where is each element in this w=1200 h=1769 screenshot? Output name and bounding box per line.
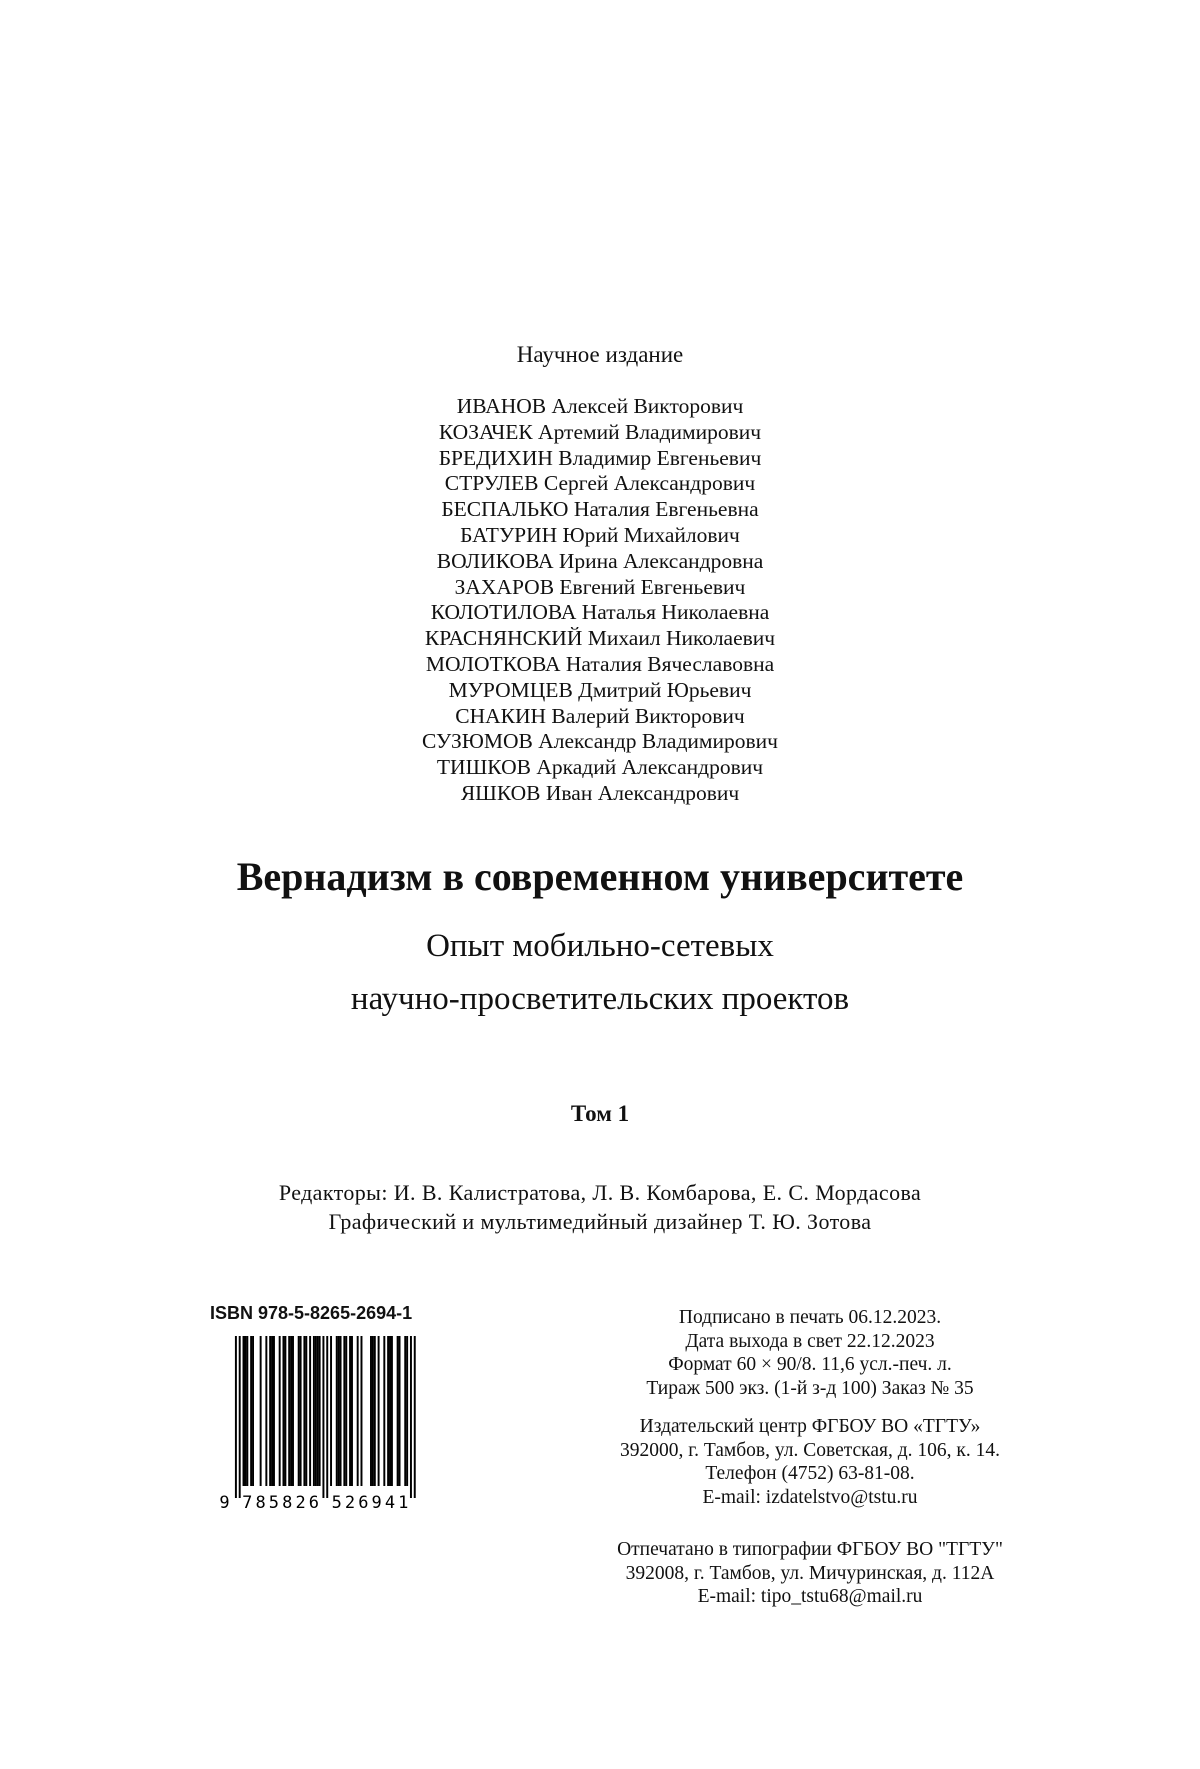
print-info-line: Формат 60 × 90/8. 11,6 усл.-печ. л.: [668, 1354, 952, 1375]
author-line: ЯШКОВ Иван Александрович: [460, 780, 740, 805]
author-line: БРЕДИХИН Владимир Евгеньевич: [438, 445, 762, 470]
barcode-bar: [345, 1336, 347, 1486]
barcode-bar: [330, 1336, 332, 1486]
print-info: [560, 1306, 1060, 1400]
barcode-bar: [410, 1336, 412, 1498]
typography-email: E-mail: tipo_tstu68@mail.ru: [697, 1586, 923, 1607]
barcode-digit: 2: [295, 1493, 306, 1511]
barcode-bar: [399, 1336, 401, 1486]
barcode-bar: [326, 1336, 328, 1498]
editors-line: Редакторы: И. В. Калистратова, Л. В. Комбарова, Е. С. Мордасова: [278, 1180, 922, 1205]
author-line: СУЗЮМОВ Александр Владимирович: [422, 729, 778, 754]
typography-line: Отпечатано в типографии ФГБОУ ВО "ТГТУ": [617, 1539, 1003, 1560]
publisher-info: [560, 1415, 1060, 1509]
barcode-bar: [372, 1336, 374, 1486]
barcode-digit: 8: [255, 1493, 266, 1511]
barcode-bar: [374, 1336, 376, 1486]
print-info-line: Подписано в печать 06.12.2023.: [678, 1307, 942, 1328]
author-line: МОЛОТКОВА Наталия Вячеславовна: [425, 651, 775, 676]
barcode-bar: [284, 1336, 286, 1486]
barcode-bar: [298, 1336, 300, 1486]
barcode-bar: [322, 1336, 324, 1498]
volume-label: Том 1: [570, 1101, 630, 1126]
barcode-bar: [387, 1336, 389, 1486]
barcode-bars: [235, 1336, 416, 1498]
author-line: СТРУЛЕВ Сергей Александрович: [444, 471, 756, 496]
barcode-digit: 5: [268, 1493, 280, 1511]
author-line: ВОЛИКОВА Ирина Александровна: [436, 548, 764, 573]
barcode-bar: [343, 1336, 345, 1486]
barcode-bar: [292, 1336, 294, 1486]
barcode-digit: 9: [219, 1493, 230, 1511]
barcode-digit: 1: [398, 1493, 409, 1511]
barcode-bar: [361, 1336, 363, 1486]
typography-line: 392008, г. Тамбов, ул. Мичуринская, д. 112А: [625, 1562, 995, 1584]
barcode-digits: [219, 1493, 408, 1511]
subtitle-line: Опыт мобильно-сетевых: [426, 928, 774, 964]
barcode-bar: [397, 1336, 399, 1486]
edition-type: Научное издание: [516, 342, 684, 367]
author-line: ИВАНОВ Алексей Викторович: [456, 394, 744, 418]
author-line: КРАСНЯНСКИЙ Михаил Николаевич: [424, 626, 776, 651]
barcode-bar: [235, 1336, 237, 1498]
book-subtitle: [0, 920, 1200, 1026]
author-line: МУРОМЦЕВ Дмитрий Юрьевич: [448, 677, 752, 702]
barcode-bar: [351, 1336, 353, 1486]
barcode-bar: [378, 1336, 380, 1486]
author-line: БЕСПАЛЬКО Наталия Евгеньевна: [441, 497, 759, 522]
barcode-digit: 4: [384, 1493, 396, 1511]
print-info-line: Тираж 500 экз. (1-й з-д 100) Заказ № 35: [646, 1377, 974, 1399]
subtitle-line: научно-просветительских проектов: [350, 981, 850, 1017]
isbn-label: ISBN 978-5-8265-2694-1: [210, 1303, 413, 1323]
barcode-bar: [336, 1336, 338, 1486]
barcode-bar: [391, 1336, 393, 1486]
barcode-digit: 8: [282, 1493, 293, 1511]
barcode-bar: [290, 1336, 292, 1486]
barcode-bar: [414, 1336, 416, 1498]
barcode-bar: [313, 1336, 315, 1486]
barcode-bar: [250, 1336, 252, 1486]
barcode-bar: [288, 1336, 290, 1486]
barcode-bar: [273, 1336, 275, 1486]
print-info-line: Дата выхода в свет 22.12.2023: [685, 1330, 935, 1352]
barcode-bar: [317, 1336, 319, 1486]
isbn-barcode: [214, 1336, 429, 1511]
publisher-line: Издательский центр ФГБОУ ВО «ТГТУ»: [639, 1416, 981, 1437]
barcode-bar: [303, 1336, 305, 1486]
barcode-bar: [265, 1336, 267, 1486]
author-line: ТИШКОВ Аркадий Александрович: [436, 755, 764, 780]
barcode-bar: [357, 1336, 359, 1486]
barcode-bar: [340, 1336, 342, 1486]
publisher-line: 392000, г. Тамбов, ул. Советская, д. 106, к. 14.: [620, 1439, 1000, 1461]
barcode-bar: [252, 1336, 254, 1486]
barcode-digit: 2: [344, 1493, 356, 1511]
barcode-bar: [269, 1336, 271, 1486]
barcode-bar: [309, 1336, 311, 1486]
barcode-bar: [244, 1336, 246, 1486]
author-line: КОЗАЧЕК Артемий Владимирович: [438, 419, 762, 444]
author-line: СНАКИН Валерий Викторович: [455, 703, 745, 728]
publisher-email: E-mail: izdatelstvo@tstu.ru: [702, 1486, 918, 1508]
isbn-block: [210, 1302, 445, 1511]
barcode-bar: [243, 1336, 245, 1486]
barcode-bar: [246, 1336, 248, 1486]
barcode-bar: [383, 1336, 385, 1486]
barcode-digit: 7: [242, 1493, 253, 1511]
barcode-bar: [271, 1336, 273, 1486]
author-line: ЗАХАРОВ Евгений Евгеньевич: [454, 574, 746, 599]
barcode-bar: [406, 1336, 408, 1486]
authors-list: [0, 394, 1200, 807]
barcode-digit: 6: [308, 1493, 320, 1511]
barcode-bar: [319, 1336, 321, 1486]
designer-line: Графический и мультимедийный дизайнер Т. Ю. Зотова: [328, 1209, 872, 1234]
barcode-bar: [404, 1336, 406, 1486]
barcode-bar: [389, 1336, 391, 1486]
barcode-bar: [279, 1336, 281, 1486]
barcode-bar: [349, 1336, 351, 1486]
barcode-digit: 9: [371, 1493, 382, 1511]
barcode-bar: [282, 1336, 284, 1486]
barcode-bar: [315, 1336, 317, 1486]
barcode-graphic: [214, 1336, 429, 1511]
barcode-bar: [260, 1336, 262, 1486]
editors-block: [0, 1178, 1200, 1236]
typography-info: [560, 1538, 1060, 1609]
barcode-digit: 6: [358, 1493, 369, 1511]
barcode-bar: [239, 1336, 241, 1498]
barcode-digit: 5: [331, 1493, 342, 1511]
barcode-bar: [370, 1336, 372, 1486]
barcode-bar: [338, 1336, 340, 1486]
barcode-bar: [300, 1336, 302, 1486]
book-title: Вернадизм в современном университете: [236, 854, 964, 899]
publisher-line: Телефон (4752) 63-81-08.: [705, 1463, 915, 1484]
author-line: КОЛОТИЛОВА Наталья Николаевна: [430, 600, 770, 625]
barcode-bar: [305, 1336, 307, 1486]
author-line: БАТУРИН Юрий Михайлович: [460, 522, 740, 547]
